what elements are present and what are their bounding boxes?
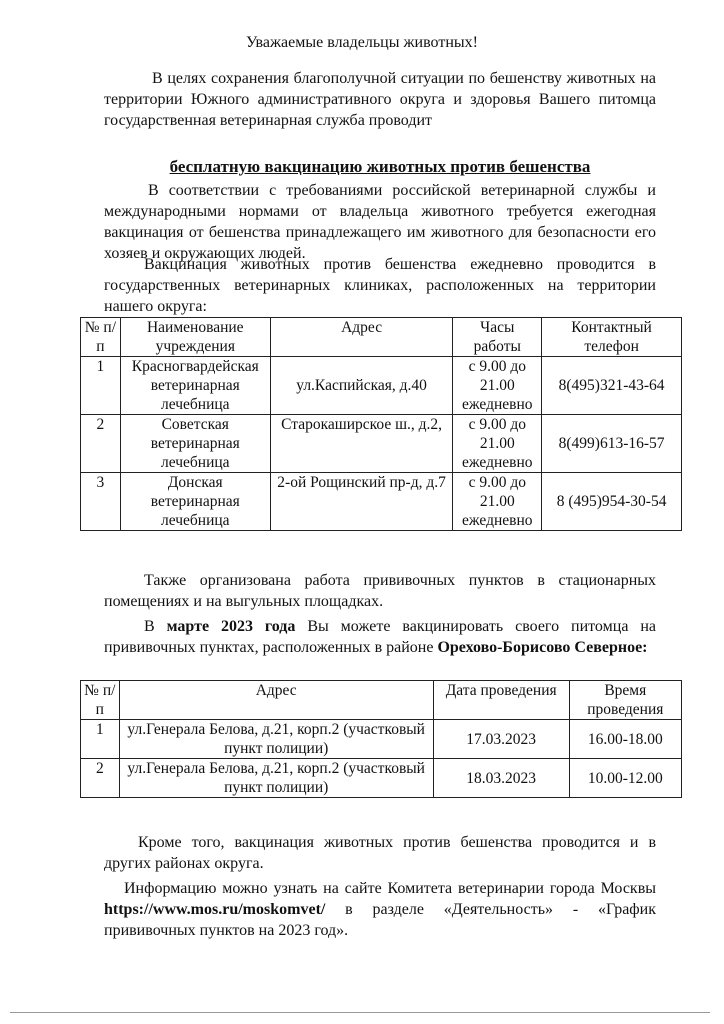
col-header-date: Дата проведения [433, 681, 569, 720]
point-date: 17.03.2023 [433, 720, 569, 759]
col-header-time: Время проведения [569, 681, 681, 720]
clinics-table [80, 317, 682, 531]
table-row [81, 720, 682, 759]
clinic-address: 2-ой Рощинский пр-д, д.7 [270, 473, 453, 531]
info-post: в разделе «Деятельность» - «График прививочных пунктов на 2023 год». [104, 901, 656, 939]
point-address: ул.Генерала Белова, д.21, корп.2 (участковый пункт полиции) [119, 720, 433, 759]
point-date: 18.03.2023 [433, 759, 569, 798]
march-pre: В [144, 618, 167, 635]
page-title: Уважаемые владельцы животных! [246, 34, 478, 51]
point-time: 16.00-18.00 [569, 720, 681, 759]
intro-paragraph: В целях сохранения благополучной ситуации по бешенству животных на территории Южного административного округа и здоровья Вашего питомца государственная ветеринарная служба проводит [104, 70, 656, 129]
table-row [81, 473, 682, 531]
row-num: 1 [81, 720, 120, 759]
clinics-paragraph: Вакцинация животных против бешенства ежедневно проводится в государственных ветеринарных клиниках, расположенных на территории нашего округа: [104, 256, 656, 315]
info-paragraph [104, 878, 656, 941]
clinic-name: Красногвардейская ветеринарная лечебница [120, 357, 270, 415]
clinic-phone: 8(499)613-16-57 [542, 415, 682, 473]
requirements-paragraph: В соответствии с требованиями российской ветеринарной службы и международными нормами от владельца животного требуется ежегодная вакцинация от бешенства принадлежащего им животного для безопасности его хозяев и окружающих людей. [104, 182, 656, 262]
clinic-hours: с 9.00 до 21.00 ежедневно [453, 357, 542, 415]
march-mid: Вы можете вакцинировать своего питомца на прививочных пунктах, расположенных в районе [104, 618, 657, 656]
col-header-hours: Часы работы [453, 318, 542, 357]
district-name: Орехово-Борисово Северное: [437, 639, 648, 656]
table-row [81, 759, 682, 798]
col-header-name: Наименование учреждения [120, 318, 270, 357]
point-address: ул.Генерала Белова, д.21, корп.2 (участковый пункт полиции) [119, 759, 433, 798]
clinic-name: Донская ветеринарная лечебница [120, 473, 270, 531]
point-time: 10.00-12.00 [569, 759, 681, 798]
clinic-address: Старокаширское ш., д.2, [270, 415, 453, 473]
row-num: 2 [81, 415, 121, 473]
col-header-address: Адрес [270, 318, 453, 357]
table-row [81, 415, 682, 473]
row-num: 2 [81, 759, 120, 798]
page-edge-line [10, 1012, 710, 1013]
info-pre: Информацию можно узнать на сайте Комитета ветеринарии города Москвы [124, 880, 656, 897]
headline: бесплатную вакцинацию животных против бешенства [169, 157, 591, 176]
vaccination-points-table [80, 680, 682, 798]
march-paragraph [104, 616, 656, 658]
march-month: марте 2023 года [166, 618, 296, 635]
col-header-phone: Контактный телефон [542, 318, 682, 357]
website-link[interactable]: https://www.mos.ru/moskomvet/ [104, 901, 326, 918]
col-header-address: Адрес [119, 681, 433, 720]
table-row [81, 357, 682, 415]
clinic-phone: 8 (495)954-30-54 [542, 473, 682, 531]
clinic-phone: 8(495)321-43-64 [542, 357, 682, 415]
clinics-table-header [81, 318, 682, 357]
row-num: 1 [81, 357, 121, 415]
row-num: 3 [81, 473, 121, 531]
clinic-hours: с 9.00 до 21.00 ежедневно [453, 473, 542, 531]
points-table-header [81, 681, 682, 720]
clinic-hours: с 9.00 до 21.00 ежедневно [453, 415, 542, 473]
clinic-name: Советская ветеринарная лечебница [120, 415, 270, 473]
points-paragraph: Также организована работа прививочных пунктов в стационарных помещениях и на выгульных площадках. [104, 572, 656, 610]
col-header-num: № п/п [81, 681, 120, 720]
clinic-address: ул.Каспийская, д.40 [270, 357, 453, 415]
other-districts-paragraph: Кроме того, вакцинация животных против бешенства проводится и в других районах округа. [104, 834, 656, 872]
col-header-num: № п/п [81, 318, 121, 357]
